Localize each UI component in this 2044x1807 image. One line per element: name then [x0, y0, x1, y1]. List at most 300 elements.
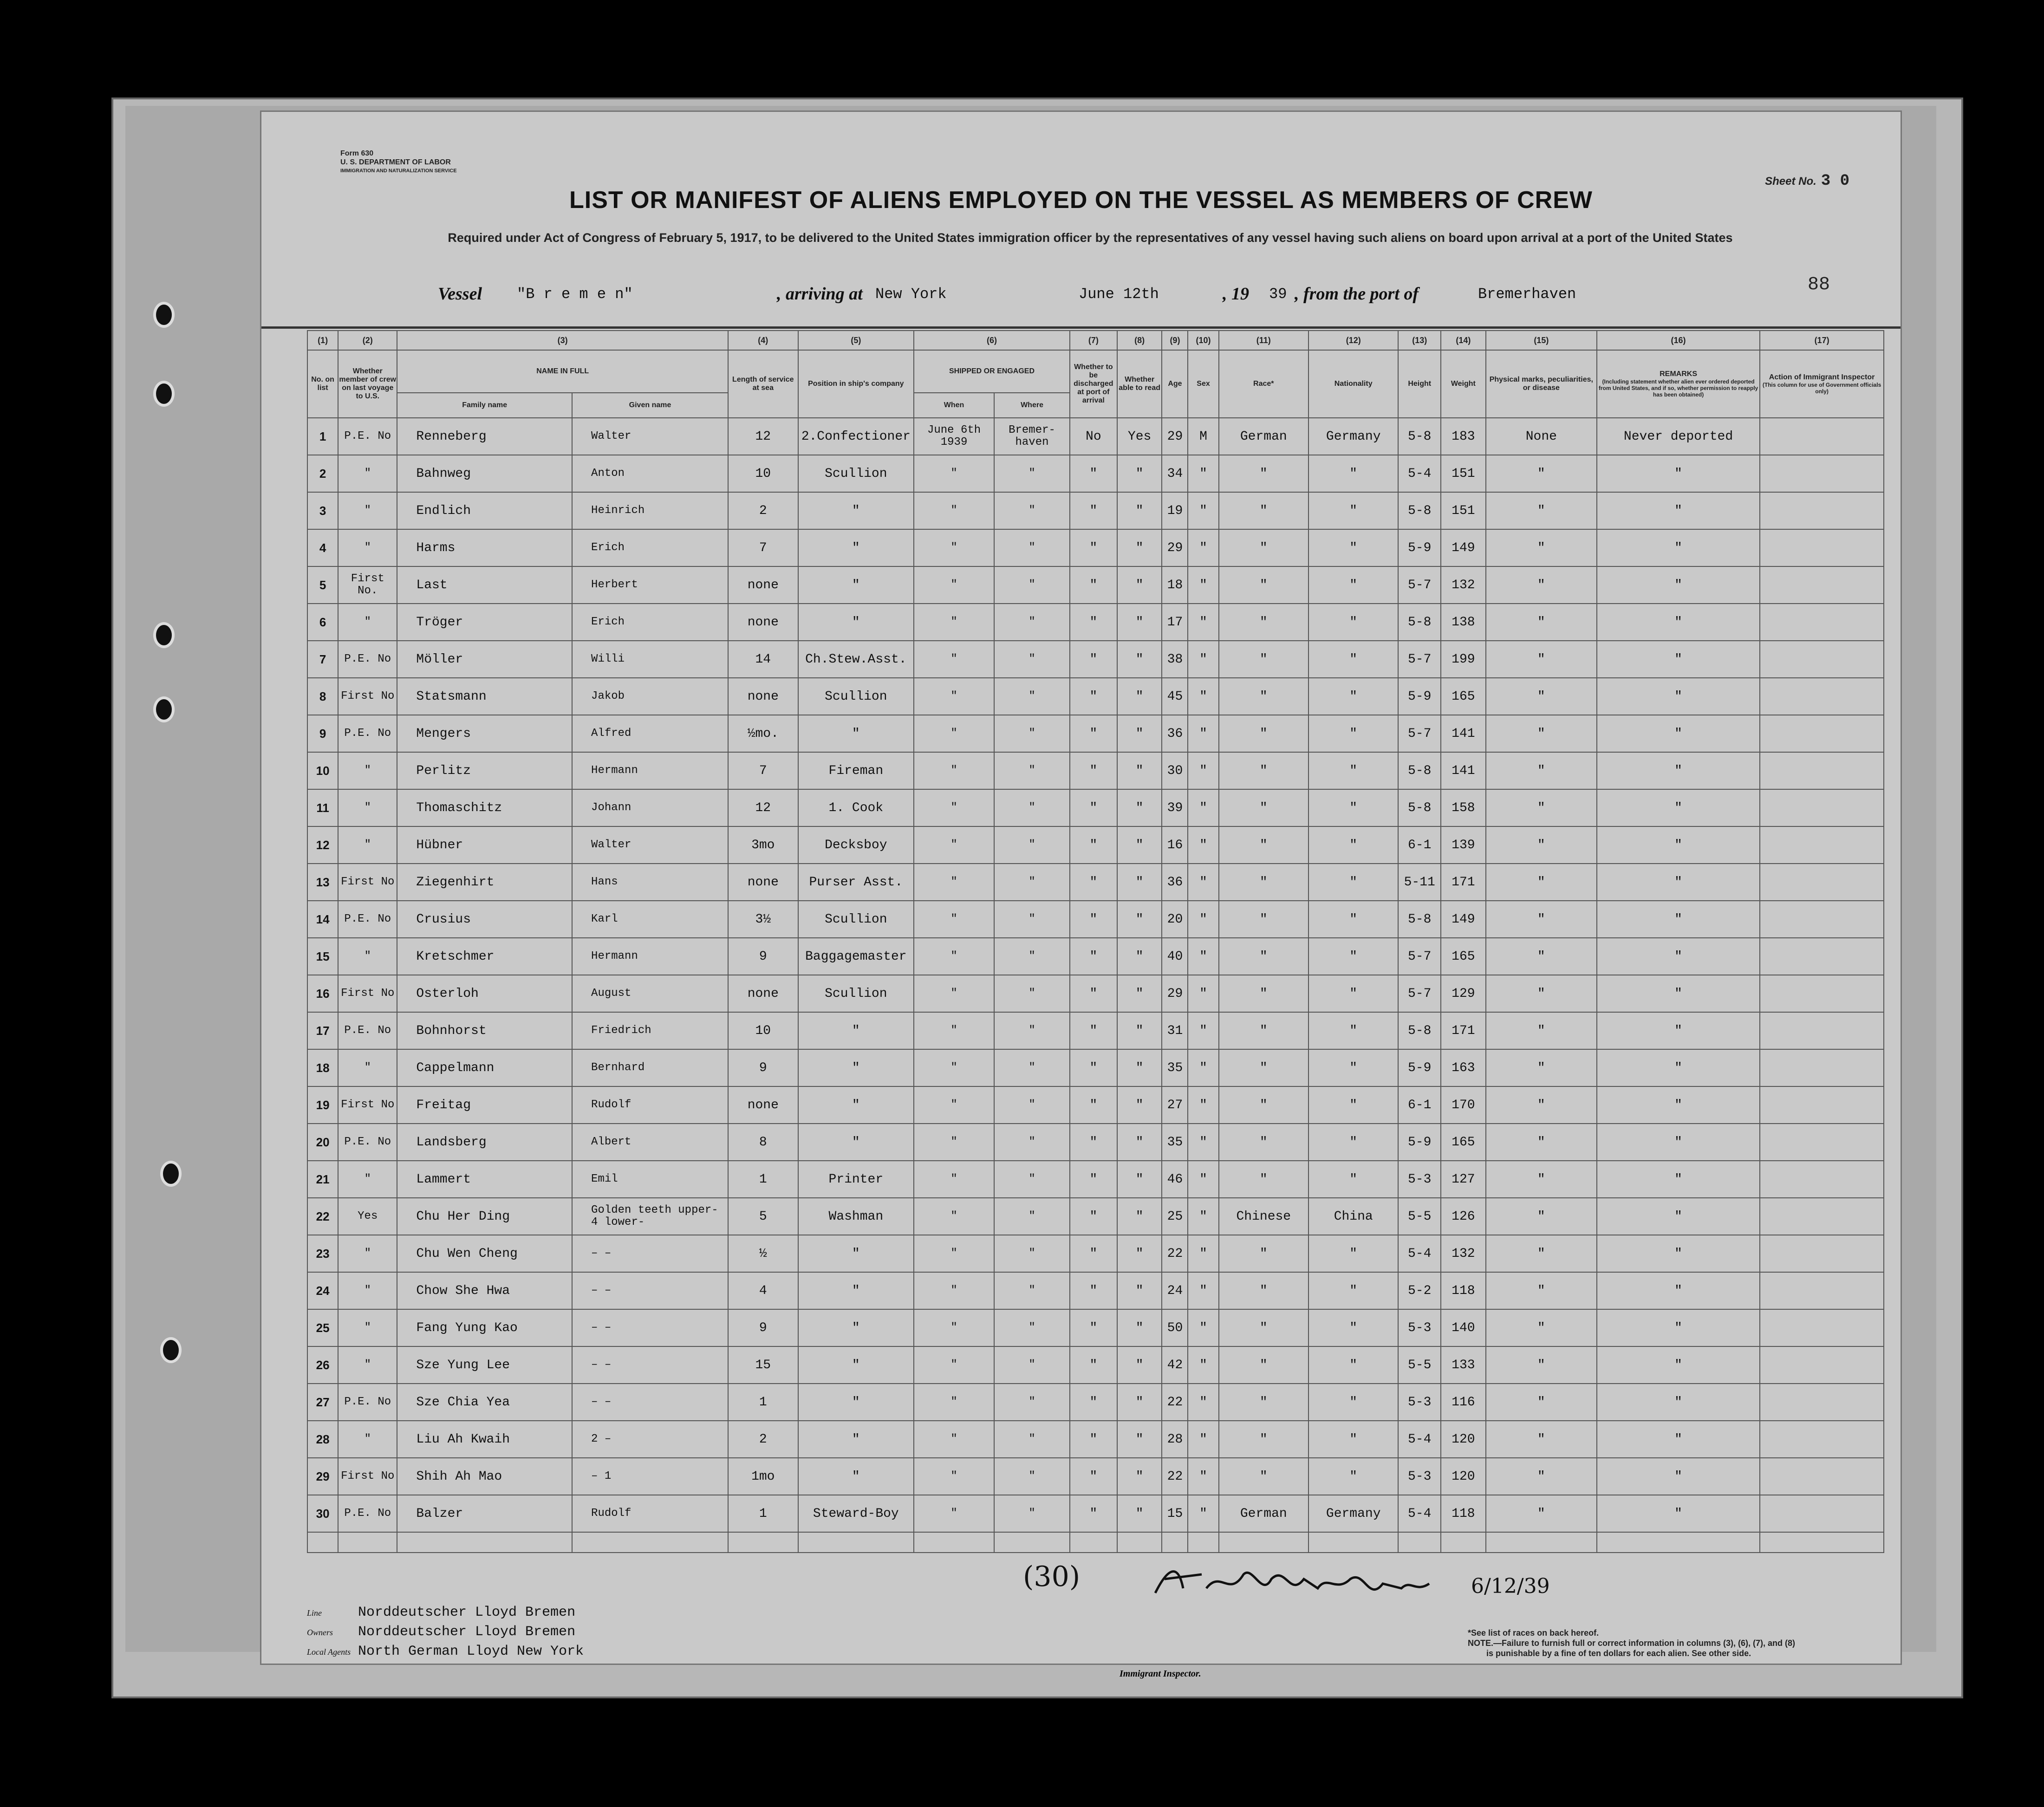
cell-last-voyage: "	[338, 529, 397, 566]
cell-position: Baggagemaster	[798, 938, 914, 975]
cell-given-name: – 1	[572, 1458, 728, 1495]
blank-cell	[1597, 1532, 1760, 1553]
cell-weight: 132	[1441, 1235, 1486, 1272]
cell-age: 35	[1162, 1049, 1188, 1086]
cell-shipped-where: "	[994, 752, 1070, 789]
cell-family-name: Liu Ah Kwaih	[397, 1421, 572, 1458]
cell-shipped-when: "	[914, 1458, 994, 1495]
cell-family-name: Endlich	[397, 492, 572, 529]
cell-nationality: "	[1308, 1346, 1398, 1384]
cell-shipped-where: "	[994, 826, 1070, 864]
cell-position: Scullion	[798, 975, 914, 1012]
cell-position: Scullion	[798, 678, 914, 715]
cell-service-length: none	[728, 1086, 798, 1124]
footer-notes	[1468, 1628, 1795, 1658]
cell-height: 5-3	[1398, 1384, 1441, 1421]
cell-position: "	[798, 492, 914, 529]
cell-shipped-where: "	[994, 1124, 1070, 1161]
cell-given-name: Heinrich	[572, 492, 728, 529]
cell-able-to-read: "	[1117, 641, 1162, 678]
cell-height: 5-9	[1398, 678, 1441, 715]
blank-cell	[728, 1532, 798, 1553]
arrival-year: 39	[1269, 286, 1287, 303]
blank-cell	[994, 1532, 1070, 1553]
cell-family-name: Osterloh	[397, 975, 572, 1012]
cell-discharged: "	[1070, 1309, 1117, 1346]
cell-nationality: "	[1308, 1384, 1398, 1421]
document-title: LIST OR MANIFEST OF ALIENS EMPLOYED ON THE VESSEL AS MEMBERS OF CREW	[569, 187, 1593, 214]
cell-sex: M	[1188, 418, 1218, 455]
cell-given-name: Herbert	[572, 566, 728, 604]
cell-shipped-where: "	[994, 1272, 1070, 1309]
cell-height: 6-1	[1398, 826, 1441, 864]
cell-family-name: Bohnhorst	[397, 1012, 572, 1049]
cell-list-number: 13	[307, 864, 338, 901]
header-shipped: SHIPPED OR ENGAGED	[914, 350, 1070, 393]
cell-shipped-when: "	[914, 1049, 994, 1086]
cell-given-name: Hermann	[572, 938, 728, 975]
cell-discharged: "	[1070, 492, 1117, 529]
cell-shipped-when: "	[914, 1495, 994, 1532]
table-row	[307, 864, 1884, 901]
cell-remarks: "	[1597, 1421, 1760, 1458]
table-row	[307, 641, 1884, 678]
cell-nationality: "	[1308, 901, 1398, 938]
cell-inspector-action	[1760, 492, 1884, 529]
cell-shipped-when: "	[914, 826, 994, 864]
binder-hole-icon	[160, 1337, 182, 1363]
cell-list-number: 7	[307, 641, 338, 678]
cell-shipped-when: "	[914, 1012, 994, 1049]
cell-shipped-where: "	[994, 529, 1070, 566]
cell-shipped-when: "	[914, 752, 994, 789]
cell-nationality: "	[1308, 492, 1398, 529]
table-row	[307, 492, 1884, 529]
cell-shipped-where: "	[994, 1235, 1070, 1272]
cell-able-to-read: "	[1117, 975, 1162, 1012]
cell-sex: "	[1188, 604, 1218, 641]
header-rule	[261, 326, 1901, 329]
table-row	[307, 1495, 1884, 1532]
column-number-row	[307, 331, 1884, 350]
header-list-number: No. on list	[307, 350, 338, 418]
cell-list-number: 30	[307, 1495, 338, 1532]
cell-sex: "	[1188, 789, 1218, 826]
cell-given-name: Walter	[572, 418, 728, 455]
cell-remarks: "	[1597, 826, 1760, 864]
cell-inspector-action	[1760, 529, 1884, 566]
table-row	[307, 789, 1884, 826]
cell-race: German	[1219, 1495, 1308, 1532]
cell-physical-marks: "	[1486, 1346, 1597, 1384]
cell-physical-marks: "	[1486, 1235, 1597, 1272]
cell-sex: "	[1188, 1235, 1218, 1272]
cell-height: 5-7	[1398, 715, 1441, 752]
cell-service-length: 8	[728, 1124, 798, 1161]
cell-discharged: "	[1070, 1049, 1117, 1086]
cell-family-name: Tröger	[397, 604, 572, 641]
cell-inspector-action	[1760, 455, 1884, 492]
cell-position: "	[798, 529, 914, 566]
cell-race: "	[1219, 938, 1308, 975]
cell-given-name: Jakob	[572, 678, 728, 715]
binder-hole-icon	[153, 622, 175, 648]
cell-inspector-action	[1760, 975, 1884, 1012]
cell-shipped-where: "	[994, 1086, 1070, 1124]
cell-inspector-action	[1760, 1495, 1884, 1532]
cell-able-to-read: "	[1117, 1198, 1162, 1235]
cell-nationality: "	[1308, 1235, 1398, 1272]
cell-height: 5-7	[1398, 975, 1441, 1012]
cell-list-number: 28	[307, 1421, 338, 1458]
cell-given-name: 2 –	[572, 1421, 728, 1458]
binder-hole-icon	[160, 1161, 182, 1187]
cell-shipped-where: "	[994, 789, 1070, 826]
blank-cell	[1486, 1532, 1597, 1553]
cell-list-number: 24	[307, 1272, 338, 1309]
cell-remarks: "	[1597, 1495, 1760, 1532]
cell-given-name: Rudolf	[572, 1086, 728, 1124]
cell-weight: 158	[1441, 789, 1486, 826]
cell-inspector-action	[1760, 1124, 1884, 1161]
cell-family-name: Chu Wen Cheng	[397, 1235, 572, 1272]
cell-race: "	[1219, 1161, 1308, 1198]
cell-given-name: – –	[572, 1384, 728, 1421]
cell-discharged: "	[1070, 1124, 1117, 1161]
cell-service-length: 1	[728, 1495, 798, 1532]
blank-cell	[1398, 1532, 1441, 1553]
header-height: Height	[1398, 350, 1441, 418]
cell-inspector-action	[1760, 826, 1884, 864]
cell-nationality: "	[1308, 715, 1398, 752]
table-row	[307, 715, 1884, 752]
cell-list-number: 20	[307, 1124, 338, 1161]
cell-age: 31	[1162, 1012, 1188, 1049]
blank-cell	[1162, 1532, 1188, 1553]
cell-family-name: Renneberg	[397, 418, 572, 455]
cell-shipped-when: "	[914, 789, 994, 826]
cell-inspector-action	[1760, 864, 1884, 901]
cell-list-number: 16	[307, 975, 338, 1012]
cell-discharged: "	[1070, 901, 1117, 938]
cell-weight: 199	[1441, 641, 1486, 678]
cell-position: Steward-Boy	[798, 1495, 914, 1532]
cell-age: 30	[1162, 752, 1188, 789]
note-races: *See list of races on back hereof.	[1468, 1628, 1599, 1638]
cell-physical-marks: "	[1486, 529, 1597, 566]
cell-race: "	[1219, 492, 1308, 529]
cell-service-length: 3½	[728, 901, 798, 938]
cell-discharged: "	[1070, 1458, 1117, 1495]
cell-able-to-read: "	[1117, 789, 1162, 826]
cell-last-voyage: "	[338, 1309, 397, 1346]
cell-weight: 151	[1441, 455, 1486, 492]
sheet-number-value: 3 0	[1821, 172, 1849, 190]
blank-cell	[1070, 1532, 1117, 1553]
col-num: (11)	[1219, 331, 1308, 350]
blank-cell	[914, 1532, 994, 1553]
cell-race: "	[1219, 1049, 1308, 1086]
cell-nationality: "	[1308, 826, 1398, 864]
col-num: (8)	[1117, 331, 1162, 350]
inspector-note: (This column for use of Government officials only)	[1762, 382, 1881, 395]
cell-list-number: 27	[307, 1384, 338, 1421]
table-row	[307, 566, 1884, 604]
cell-able-to-read: "	[1117, 826, 1162, 864]
cell-physical-marks: None	[1486, 418, 1597, 455]
cell-able-to-read: "	[1117, 1458, 1162, 1495]
cell-shipped-when: "	[914, 604, 994, 641]
cell-given-name: Willi	[572, 641, 728, 678]
cell-service-length: 5	[728, 1198, 798, 1235]
cell-age: 17	[1162, 604, 1188, 641]
table-row	[307, 1458, 1884, 1495]
table-row	[307, 1235, 1884, 1272]
cell-able-to-read: "	[1117, 938, 1162, 975]
cell-sex: "	[1188, 1272, 1218, 1309]
cell-nationality: Germany	[1308, 1495, 1398, 1532]
cell-race: "	[1219, 1346, 1308, 1384]
cell-given-name: – –	[572, 1309, 728, 1346]
cell-able-to-read: "	[1117, 752, 1162, 789]
cell-position: "	[798, 1086, 914, 1124]
cell-remarks: "	[1597, 641, 1760, 678]
cell-inspector-action	[1760, 1309, 1884, 1346]
cell-shipped-where: "	[994, 938, 1070, 975]
cell-list-number: 14	[307, 901, 338, 938]
cell-service-length: 10	[728, 455, 798, 492]
cell-last-voyage: "	[338, 1049, 397, 1086]
cell-inspector-action	[1760, 901, 1884, 938]
cell-shipped-where: "	[994, 455, 1070, 492]
cell-race: "	[1219, 1384, 1308, 1421]
cell-age: 45	[1162, 678, 1188, 715]
cell-shipped-when: "	[914, 1161, 994, 1198]
cell-family-name: Möller	[397, 641, 572, 678]
cell-physical-marks: "	[1486, 566, 1597, 604]
cell-weight: 116	[1441, 1384, 1486, 1421]
cell-position: Printer	[798, 1161, 914, 1198]
cell-weight: 163	[1441, 1049, 1486, 1086]
header-nationality: Nationality	[1308, 350, 1398, 418]
cell-remarks: "	[1597, 1272, 1760, 1309]
header-family-name: Family name	[397, 393, 572, 418]
binder-hole-icon	[153, 302, 175, 328]
header-inspector-action	[1760, 350, 1884, 418]
header-when: When	[914, 393, 994, 418]
cell-sex: "	[1188, 678, 1218, 715]
cell-shipped-when: "	[914, 1124, 994, 1161]
cell-shipped-when: "	[914, 641, 994, 678]
table-row	[307, 678, 1884, 715]
cell-age: 25	[1162, 1198, 1188, 1235]
owners-label: Owners	[307, 1628, 333, 1637]
cell-discharged: "	[1070, 715, 1117, 752]
cell-sex: "	[1188, 492, 1218, 529]
cell-height: 5-8	[1398, 418, 1441, 455]
cell-physical-marks: "	[1486, 826, 1597, 864]
cell-given-name: Bernhard	[572, 1049, 728, 1086]
cell-inspector-action	[1760, 1384, 1884, 1421]
cell-physical-marks: "	[1486, 1012, 1597, 1049]
footer-agents	[307, 1644, 584, 1659]
table-row	[307, 1309, 1884, 1346]
cell-discharged: "	[1070, 789, 1117, 826]
cell-last-voyage: "	[338, 938, 397, 975]
cell-last-voyage: First No	[338, 1086, 397, 1124]
table-row	[307, 1384, 1884, 1421]
cell-nationality: "	[1308, 641, 1398, 678]
cell-shipped-where: "	[994, 901, 1070, 938]
cell-able-to-read: "	[1117, 1384, 1162, 1421]
cell-list-number: 4	[307, 529, 338, 566]
service-name: IMMIGRATION AND NATURALIZATION SERVICE	[340, 168, 457, 174]
cell-height: 5-9	[1398, 529, 1441, 566]
cell-height: 5-8	[1398, 901, 1441, 938]
cell-shipped-where: "	[994, 566, 1070, 604]
cell-height: 5-8	[1398, 604, 1441, 641]
cell-service-length: 9	[728, 1309, 798, 1346]
cell-able-to-read: "	[1117, 1086, 1162, 1124]
cell-given-name: Erich	[572, 529, 728, 566]
header-remarks	[1597, 350, 1760, 418]
cell-physical-marks: "	[1486, 752, 1597, 789]
cell-remarks: "	[1597, 1124, 1760, 1161]
cell-race: "	[1219, 1421, 1308, 1458]
cell-discharged: "	[1070, 1272, 1117, 1309]
cell-last-voyage: P.E. No	[338, 1495, 397, 1532]
cell-discharged: "	[1070, 678, 1117, 715]
cell-weight: 138	[1441, 604, 1486, 641]
blank-cell	[1188, 1532, 1218, 1553]
document-subtitle: Required under Act of Congress of February 5, 1917, to be delivered to the United States immigration officer by the representatives of any vessel having such aliens on board upon arrival at a port of the United States	[448, 231, 1733, 245]
cell-remarks: "	[1597, 1384, 1760, 1421]
cell-height: 5-2	[1398, 1272, 1441, 1309]
cell-inspector-action	[1760, 604, 1884, 641]
cell-physical-marks: "	[1486, 938, 1597, 975]
cell-height: 5-5	[1398, 1346, 1441, 1384]
cell-last-voyage: P.E. No	[338, 1124, 397, 1161]
remarks-note: (Including statement whether alien ever ordered deported from United States, and if so, whether permission to reapply has been obtained)	[1598, 378, 1758, 398]
cell-given-name: Karl	[572, 901, 728, 938]
cell-age: 35	[1162, 1124, 1188, 1161]
cell-able-to-read: "	[1117, 901, 1162, 938]
cell-inspector-action	[1760, 566, 1884, 604]
cell-discharged: "	[1070, 752, 1117, 789]
cell-physical-marks: "	[1486, 1272, 1597, 1309]
cell-able-to-read: "	[1117, 455, 1162, 492]
cell-position: Scullion	[798, 455, 914, 492]
cell-position: "	[798, 1309, 914, 1346]
cell-physical-marks: "	[1486, 641, 1597, 678]
cell-shipped-where: "	[994, 1384, 1070, 1421]
header-read: Whether able to read	[1117, 350, 1162, 418]
cell-family-name: Perlitz	[397, 752, 572, 789]
cell-sex: "	[1188, 1049, 1218, 1086]
footer-line	[307, 1605, 575, 1620]
cell-position: "	[798, 1384, 914, 1421]
cell-family-name: Lammert	[397, 1161, 572, 1198]
cell-physical-marks: "	[1486, 1495, 1597, 1532]
cell-shipped-when: "	[914, 1421, 994, 1458]
cell-family-name: Thomaschitz	[397, 789, 572, 826]
cell-weight: 149	[1441, 901, 1486, 938]
cell-able-to-read: "	[1117, 1161, 1162, 1198]
cell-list-number: 1	[307, 418, 338, 455]
crew-rows	[307, 418, 1884, 1553]
cell-remarks: "	[1597, 529, 1760, 566]
blank-cell	[1308, 1532, 1398, 1553]
cell-able-to-read: "	[1117, 1346, 1162, 1384]
cell-sex: "	[1188, 901, 1218, 938]
cell-service-length: 2	[728, 492, 798, 529]
cell-service-length: none	[728, 604, 798, 641]
cell-discharged: "	[1070, 1346, 1117, 1384]
cell-last-voyage: Yes	[338, 1198, 397, 1235]
cell-nationality: "	[1308, 1012, 1398, 1049]
cell-able-to-read: "	[1117, 1049, 1162, 1086]
cell-position: "	[798, 1272, 914, 1309]
cell-service-length: 10	[728, 1012, 798, 1049]
cell-family-name: Last	[397, 566, 572, 604]
cell-nationality: "	[1308, 1161, 1398, 1198]
cell-age: 27	[1162, 1086, 1188, 1124]
cell-family-name: Freitag	[397, 1086, 572, 1124]
cell-position: "	[798, 1124, 914, 1161]
col-num: (9)	[1162, 331, 1188, 350]
cell-shipped-where: "	[994, 864, 1070, 901]
cell-remarks: "	[1597, 1198, 1760, 1235]
cell-sex: "	[1188, 975, 1218, 1012]
arriving-label: , arriving at	[777, 284, 863, 304]
from-port-label: , from the port of	[1295, 284, 1419, 304]
cell-age: 39	[1162, 789, 1188, 826]
cell-discharged: "	[1070, 604, 1117, 641]
cell-family-name: Mengers	[397, 715, 572, 752]
cell-remarks: "	[1597, 1086, 1760, 1124]
cell-service-length: 9	[728, 1049, 798, 1086]
cell-sex: "	[1188, 1458, 1218, 1495]
cell-position: Decksboy	[798, 826, 914, 864]
cell-family-name: Hübner	[397, 826, 572, 864]
cell-list-number: 21	[307, 1161, 338, 1198]
cell-family-name: Chu Her Ding	[397, 1198, 572, 1235]
cell-discharged: "	[1070, 975, 1117, 1012]
cell-given-name: – –	[572, 1272, 728, 1309]
cell-race: "	[1219, 1272, 1308, 1309]
header-race: Race*	[1219, 350, 1308, 418]
cell-height: 5-7	[1398, 641, 1441, 678]
cell-nationality: "	[1308, 864, 1398, 901]
cell-race: "	[1219, 752, 1308, 789]
crew-count: (30)	[1023, 1560, 1081, 1593]
cell-remarks: "	[1597, 938, 1760, 975]
cell-able-to-read: "	[1117, 678, 1162, 715]
cell-age: 24	[1162, 1272, 1188, 1309]
col-num: (3)	[397, 331, 728, 350]
cell-inspector-action	[1760, 789, 1884, 826]
cell-list-number: 11	[307, 789, 338, 826]
blank-cell	[397, 1532, 572, 1553]
cell-list-number: 17	[307, 1012, 338, 1049]
cell-service-length: ½mo.	[728, 715, 798, 752]
cell-nationality: "	[1308, 1049, 1398, 1086]
cell-family-name: Landsberg	[397, 1124, 572, 1161]
table-row	[307, 455, 1884, 492]
table-row	[307, 529, 1884, 566]
cell-height: 5-5	[1398, 1198, 1441, 1235]
cell-given-name: Erich	[572, 604, 728, 641]
